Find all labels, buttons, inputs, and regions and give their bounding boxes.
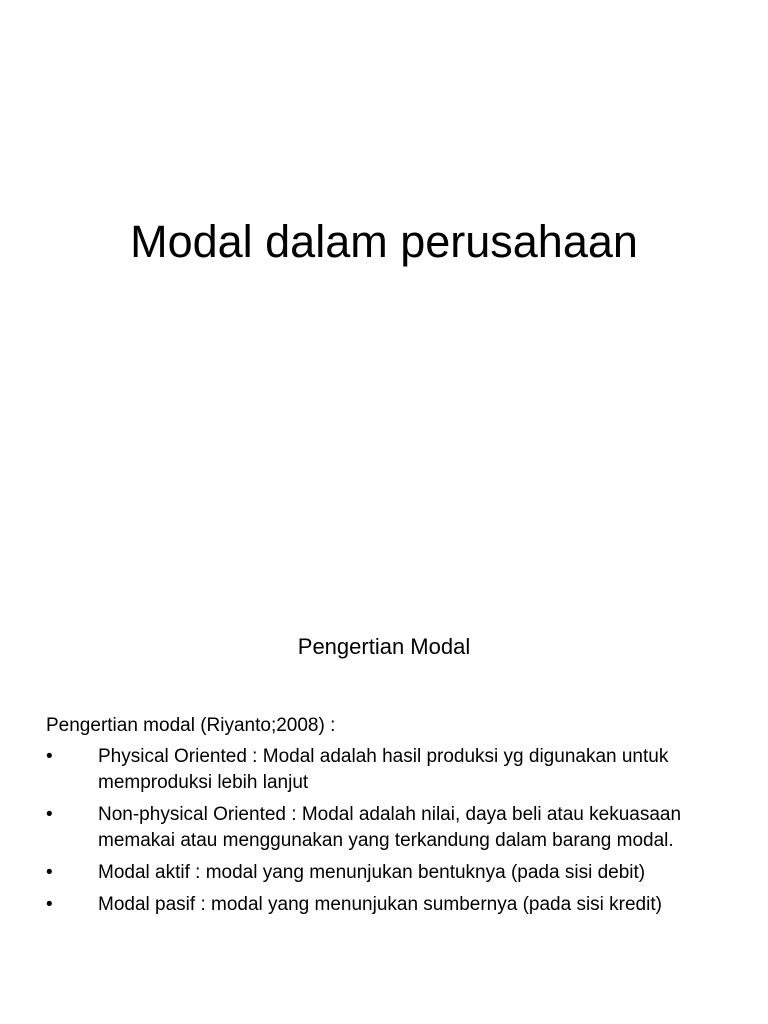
list-item (46, 744, 736, 796)
slide-title: Modal dalam perusahaan (130, 216, 638, 267)
list-item (46, 802, 736, 854)
bullet-icon: • (46, 894, 53, 915)
bullet-icon: • (46, 746, 53, 767)
content-body (46, 713, 736, 924)
list-item-text: Physical Oriented : Modal adalah hasil produksi yg digunakan untuk memproduksi lebih lanjut (98, 746, 669, 793)
bullet-icon: • (46, 862, 53, 883)
list-item-text: Modal aktif : modal yang menunjukan bentuknya (pada sisi debit) (98, 862, 646, 883)
section-heading: Pengertian Modal (297, 634, 471, 659)
list-item (46, 860, 736, 886)
bullet-icon: • (46, 804, 53, 825)
bullet-list (46, 744, 736, 918)
list-item (46, 892, 736, 918)
list-item-text: Non-physical Oriented : Modal adalah nilai, daya beli atau kekuasaan memakai atau menggunakan yang terkandung dalam barang modal. (98, 804, 682, 851)
list-item-text: Modal pasif : modal yang menunjukan sumbernya (pada sisi kredit) (98, 894, 662, 915)
intro-text: Pengertian modal (Riyanto;2008) : (46, 715, 336, 736)
